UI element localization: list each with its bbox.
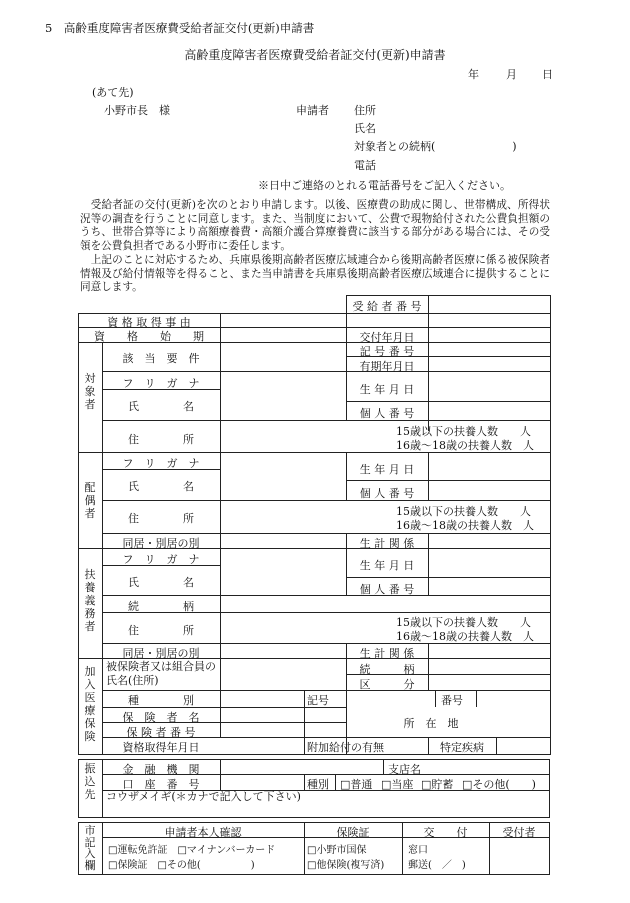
insurance-kigou-label: 記号 [307, 694, 329, 707]
date-month: 月 [506, 68, 517, 81]
id-check-header: 申請者本人確認 [164, 826, 242, 839]
account-type-savings[interactable]: □貯蓄 [421, 778, 454, 791]
addressee-mayor: 小野市長 様 [104, 104, 170, 117]
spouse-address-label: 住 所 [128, 512, 194, 525]
applicant-address[interactable]: 住所 [354, 104, 376, 117]
insured-holder-name-label: 被保険者又は組合員の氏名(住所) [106, 660, 216, 687]
insurance-acq-date-label: 資格取得年月日 [122, 741, 200, 754]
spouse-furigana-label: フ リ ガ ナ [122, 457, 200, 470]
spouse-dependents-15: 15歳以下の扶養人数 人 [396, 505, 531, 518]
date-day: 日 [542, 68, 553, 81]
recipient-number-label: 受 給 者 番 号 [352, 300, 422, 313]
consent-paragraph-1: 受給者証の交付(更新)を次のとおり申請します。以後、医療費の助成に関し、世帯構成、所得状況等の調査を行うことに同意します。また、当制度において、公費で現物給付された公費負担額のうち、世帯合算等により高額療養費・高額介護合算療養費に該当する部分がある場合には、その受領を公費負担者である小野市に委任します。 [80, 199, 550, 252]
supporter-birth-label: 生 年 月 日 [359, 559, 415, 572]
applicant-name[interactable]: 氏名 [354, 122, 376, 135]
supporter-name-label: 氏 名 [128, 576, 194, 589]
issue-date-label: 交付年月日 [359, 331, 415, 344]
insurance-side-label: 加入医療保険 [84, 665, 96, 743]
subject-name-label: 氏 名 [128, 400, 194, 413]
addressee-label: (あて先) [92, 86, 134, 99]
subject-personal-no-label: 個 人 番 号 [359, 407, 415, 420]
subject-dependents-15: 15歳以下の扶養人数 人 [396, 425, 531, 438]
insurance-relation-label: 続 柄 [359, 663, 415, 676]
delivery-mail: 郵送( ／ ) [408, 860, 466, 871]
symbol-number-label: 記 号 番 号 [359, 345, 415, 358]
supporter-side-label: 扶養義務者 [84, 568, 96, 633]
insurer-number-label: 保 険 者 番 号 [126, 726, 196, 739]
spouse-cohabit-label: 同居・別居の別 [122, 537, 200, 550]
supporter-address-label: 住 所 [128, 624, 194, 637]
account-holder-kana-label: コウザメイギ(＊カナで記入して下さい) [106, 790, 301, 803]
subject-address-label: 住 所 [128, 433, 194, 446]
receiver-header: 受付者 [502, 826, 536, 839]
qualification-start-label: 資 格 始 期 [94, 330, 204, 343]
supporter-personal-no-label: 個 人 番 号 [359, 583, 415, 596]
insurer-name-label: 保 険 者 名 [122, 711, 200, 724]
account-type-current[interactable]: □当座 [381, 778, 414, 791]
requirement-label: 該 当 要 件 [122, 352, 200, 365]
id-check-row1[interactable]: □運転免許証 □マイナンバーカード [108, 845, 276, 856]
spouse-dependents-16-18: 16歳～18歳の扶養人数 人 [396, 519, 534, 532]
subject-side-label: 対象者 [84, 372, 96, 411]
insurer-location-label: 所 在 地 [403, 717, 459, 730]
supporter-relation-label: 続 柄 [128, 600, 194, 613]
insurance-card-header: 保険証 [336, 826, 370, 839]
applicant-phone[interactable]: 電話 [354, 159, 376, 172]
spouse-name-label: 氏 名 [128, 480, 194, 493]
supporter-dependents-16-18: 16歳～18歳の扶養人数 人 [396, 630, 534, 643]
subject-dependents-16-18: 16歳～18歳の扶養人数 人 [396, 439, 534, 452]
supporter-livelihood-label: 生 計 関 係 [359, 647, 415, 660]
consent-paragraph-2: 上記のことに対応するため、兵庫県後期高齢者医療広域連合から後期高齢者医療に係る被保険者情報及び給付情報等を得ること、また当申請書を兵庫県後期高齢者医療広域連合に提供することに同意します。 [80, 254, 550, 294]
supporter-dependents-15: 15歳以下の扶養人数 人 [396, 616, 531, 629]
account-type-label: 種別 [307, 778, 329, 791]
subject-birth-label: 生 年 月 日 [359, 383, 415, 396]
section-heading: 5 高齢重度障害者医療費受給者証交付(更新)申請書 [45, 21, 315, 35]
insurance-kind-label: 種 別 [128, 694, 194, 707]
applicant-label: 申請者 [296, 104, 329, 117]
delivery-counter: 窓口 [408, 845, 428, 856]
phone-note: ※日中ご連絡のとれる電話番号をご記入ください。 [258, 179, 511, 192]
spouse-personal-no-label: 個 人 番 号 [359, 487, 415, 500]
spouse-birth-label: 生 年 月 日 [359, 463, 415, 476]
spouse-livelihood-label: 生 計 関 係 [359, 537, 415, 550]
insurance-division-label: 区 分 [359, 678, 415, 691]
transfer-side-label: 振込先 [84, 762, 96, 801]
account-number-label: 口 座 番 号 [122, 778, 200, 791]
supporter-cohabit-label: 同居・別居の別 [122, 647, 200, 660]
insurance-bangou-label: 番号 [441, 694, 463, 707]
bank-label: 金 融 機 関 [122, 763, 200, 776]
delivery-header: 交 付 [423, 826, 468, 839]
ono-national-insurance-check[interactable]: □小野市国保 [307, 845, 367, 856]
supporter-furigana-label: フ リ ガ ナ [122, 553, 200, 566]
subject-furigana-label: フ リ ガ ナ [122, 377, 200, 390]
applicant-relation[interactable]: 対象者との続柄( ) [354, 140, 517, 153]
page-title: 高齢重度障害者医療費受給者証交付(更新)申請書 [184, 48, 446, 62]
date-year: 年 [468, 68, 479, 81]
id-check-row2[interactable]: □保険証 □その他( ) [108, 860, 255, 871]
account-type-other[interactable]: □その他( ) [462, 778, 536, 791]
account-type-regular[interactable]: □普通 [340, 778, 373, 791]
valid-date-label: 有期年月日 [359, 360, 415, 373]
branch-label: 支店名 [388, 763, 421, 776]
extra-benefit-label: 附加給付の有無 [307, 741, 384, 754]
specific-disease-label: 特定疾病 [440, 741, 484, 754]
other-insurance-check[interactable]: □他保険(複写済) [307, 860, 385, 871]
qualification-reason-label: 資 格 取 得 事 由 [107, 316, 191, 329]
office-side-label: 市記入欄 [84, 824, 96, 872]
spouse-side-label: 配偶者 [84, 481, 96, 520]
